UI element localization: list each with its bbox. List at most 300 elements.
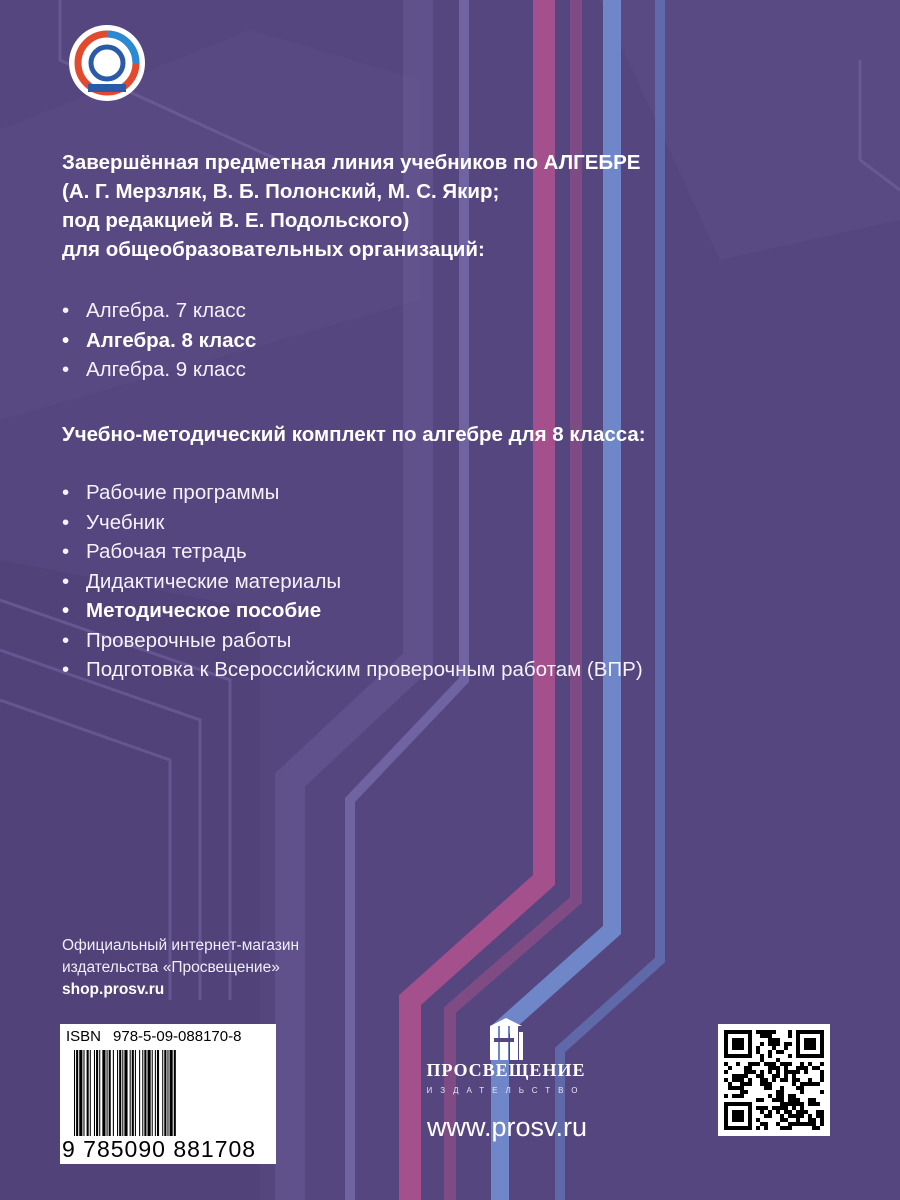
barcode-bar	[107, 1050, 108, 1136]
qr-module	[808, 1078, 812, 1082]
qr-module	[796, 1070, 800, 1074]
qr-module	[784, 1106, 788, 1110]
qr-module	[792, 1070, 796, 1074]
qr-module	[744, 1074, 748, 1078]
qr-module	[732, 1038, 744, 1050]
qr-module	[800, 1110, 804, 1114]
qr-module	[756, 1062, 760, 1066]
qr-module	[724, 1126, 752, 1130]
qr-module	[780, 1050, 784, 1054]
qr-module	[788, 1054, 792, 1058]
barcode-bar	[152, 1050, 153, 1136]
qr-module	[768, 1050, 772, 1054]
qr-module	[736, 1074, 740, 1078]
qr-module	[760, 1074, 764, 1078]
qr-code	[718, 1024, 830, 1136]
qr-module	[748, 1030, 752, 1058]
barcode-bar	[119, 1050, 121, 1136]
qr-module	[744, 1070, 748, 1074]
qr-module	[724, 1102, 752, 1106]
barcode-bar	[94, 1050, 95, 1136]
qr-module	[768, 1038, 772, 1042]
publisher-subtitle: ИЗДАТЕЛЬСТВО	[426, 1086, 586, 1095]
qr-module	[760, 1042, 764, 1046]
barcode-bar	[102, 1050, 105, 1136]
isbn-number: 978-5-09-088170-8	[113, 1028, 242, 1045]
publisher-website: www.prosv.ru	[426, 1112, 588, 1142]
qr-module	[800, 1122, 804, 1126]
qr-module	[780, 1078, 784, 1082]
list-item-label: Рабочая тетрадь	[86, 540, 247, 563]
qr-module	[820, 1122, 824, 1126]
qr-module	[764, 1126, 768, 1130]
qr-module	[796, 1030, 824, 1034]
qr-module	[768, 1094, 772, 1098]
qr-module	[732, 1078, 736, 1082]
qr-module	[800, 1082, 804, 1086]
barcode-bar	[148, 1050, 151, 1136]
qr-module	[812, 1122, 816, 1126]
qr-module	[760, 1070, 764, 1074]
qr-module	[748, 1066, 752, 1070]
qr-module	[804, 1070, 808, 1074]
barcode-bar	[117, 1050, 118, 1136]
barcode-bar	[90, 1050, 91, 1136]
qr-module	[784, 1046, 788, 1050]
intro-line: под редакцией В. Е. Подольского)	[62, 209, 410, 232]
barcode-bar	[109, 1050, 111, 1136]
list-item-label: Алгебра. 7 класс	[86, 299, 246, 322]
qr-module	[804, 1066, 808, 1070]
isbn-label: ISBN	[66, 1028, 102, 1045]
barcode-bar	[87, 1050, 89, 1136]
bullet-icon: •	[62, 510, 70, 534]
qr-module	[760, 1082, 764, 1086]
qr-module	[748, 1078, 752, 1082]
qr-module	[784, 1042, 788, 1046]
qr-module	[736, 1094, 740, 1098]
barcode-bars	[74, 1050, 272, 1136]
qr-module	[764, 1082, 768, 1086]
qr-module	[724, 1094, 728, 1098]
list-item-label: Методическое пособие	[86, 599, 322, 622]
list-item	[62, 596, 643, 626]
qr-module	[776, 1070, 780, 1074]
barcode-bar	[83, 1050, 84, 1136]
list-item-label: Учебник	[86, 510, 165, 534]
qr-module	[808, 1082, 812, 1086]
qr-module	[820, 1030, 824, 1058]
qr-module	[748, 1082, 752, 1086]
qr-module	[772, 1106, 776, 1110]
qr-module	[808, 1114, 812, 1118]
qr-module	[808, 1098, 812, 1102]
series-description	[62, 148, 862, 264]
kit-heading: Учебно-методический комплект по алгебре для 8 класса:	[62, 423, 646, 446]
qr-module	[752, 1070, 756, 1074]
qr-module	[776, 1042, 780, 1046]
qr-module	[764, 1078, 768, 1082]
qr-module	[768, 1062, 772, 1066]
qr-module	[724, 1078, 728, 1082]
barcode-bar	[99, 1050, 100, 1136]
qr-module	[780, 1114, 784, 1118]
qr-module	[780, 1118, 784, 1122]
qr-module	[776, 1098, 780, 1102]
qr-module	[792, 1102, 796, 1106]
qr-module	[768, 1070, 772, 1074]
qr-module	[812, 1098, 816, 1102]
barcode-bar	[155, 1050, 156, 1136]
qr-module	[760, 1034, 764, 1038]
qr-module	[796, 1078, 800, 1082]
list-item-label: Проверочные работы	[86, 628, 292, 652]
bullet-icon: •	[62, 599, 70, 622]
qr-module	[768, 1086, 772, 1090]
qr-module	[724, 1030, 752, 1034]
qr-module	[776, 1094, 780, 1098]
barcode-bar	[164, 1050, 166, 1136]
circular-emblem-icon	[66, 22, 148, 104]
qr-module	[740, 1074, 744, 1078]
list-item-label: Рабочие программы	[86, 481, 280, 504]
qr-module	[728, 1086, 732, 1090]
qr-module	[780, 1086, 784, 1090]
qr-module	[768, 1066, 772, 1070]
qr-module	[736, 1078, 740, 1082]
kit-list	[62, 478, 643, 685]
barcode-bar	[135, 1050, 136, 1136]
barcode-bar	[96, 1050, 98, 1136]
bullet-icon: •	[62, 540, 70, 563]
qr-module	[776, 1110, 780, 1114]
qr-module	[724, 1070, 728, 1074]
qr-module	[784, 1062, 788, 1066]
qr-module	[756, 1046, 760, 1050]
qr-module	[812, 1102, 816, 1106]
qr-module	[764, 1062, 768, 1066]
qr-module	[764, 1106, 768, 1110]
qr-module	[784, 1066, 788, 1070]
qr-module	[780, 1102, 784, 1106]
qr-module	[732, 1110, 744, 1122]
barcode-digits: 9 785090 881708	[62, 1136, 257, 1162]
qr-module	[760, 1122, 764, 1126]
barcode-bar	[170, 1050, 173, 1136]
qr-module	[780, 1062, 784, 1066]
qr-module	[772, 1078, 776, 1082]
qr-module	[760, 1098, 764, 1102]
qr-module	[796, 1110, 800, 1114]
qr-module	[772, 1030, 776, 1034]
qr-module	[796, 1066, 800, 1070]
qr-module	[800, 1102, 804, 1106]
qr-module	[792, 1114, 796, 1118]
qr-module	[736, 1086, 740, 1090]
qr-module	[764, 1034, 768, 1038]
qr-module	[776, 1038, 780, 1042]
qr-module	[780, 1126, 784, 1130]
qr-module	[772, 1046, 776, 1050]
qr-module	[768, 1114, 772, 1118]
qr-module	[724, 1030, 728, 1058]
qr-module	[776, 1050, 780, 1054]
qr-module	[772, 1062, 776, 1066]
barcode-bar	[130, 1050, 131, 1136]
qr-module	[788, 1030, 792, 1034]
qr-module	[788, 1070, 792, 1074]
qr-module	[788, 1122, 792, 1126]
list-item	[62, 537, 643, 567]
qr-module	[808, 1122, 812, 1126]
qr-module	[804, 1038, 816, 1050]
bullet-icon: •	[62, 481, 70, 504]
qr-module	[788, 1114, 792, 1118]
qr-module	[816, 1114, 820, 1118]
barcode-bar	[144, 1050, 146, 1136]
isbn-barcode	[60, 1024, 276, 1164]
qr-module	[812, 1126, 816, 1130]
qr-module	[780, 1106, 784, 1110]
publisher-emblem-icon	[486, 1018, 526, 1062]
grade-list	[62, 296, 256, 385]
qr-module	[796, 1102, 800, 1106]
qr-module	[776, 1122, 780, 1126]
qr-module	[744, 1066, 748, 1070]
list-item-label: Алгебра. 9 класс	[86, 358, 246, 381]
qr-module	[804, 1110, 808, 1114]
barcode-bar	[122, 1050, 123, 1136]
qr-module	[784, 1118, 788, 1122]
qr-module	[760, 1106, 764, 1110]
qr-module	[796, 1098, 800, 1102]
qr-module	[788, 1126, 792, 1130]
barcode-bar	[157, 1050, 159, 1136]
qr-module	[784, 1110, 788, 1114]
qr-module	[812, 1118, 816, 1122]
qr-module	[788, 1110, 792, 1114]
qr-module	[804, 1122, 808, 1126]
qr-module	[820, 1074, 824, 1078]
list-item-label: Подготовка к Всероссийским проверочным работам (ВПР)	[86, 658, 643, 681]
qr-module	[792, 1122, 796, 1126]
barcode-bar	[167, 1050, 168, 1136]
qr-module	[764, 1114, 768, 1118]
qr-module	[724, 1054, 752, 1058]
qr-module	[756, 1074, 760, 1078]
qr-module	[776, 1106, 780, 1110]
qr-module	[820, 1078, 824, 1082]
qr-module	[756, 1106, 760, 1110]
qr-module	[820, 1070, 824, 1074]
qr-module	[760, 1030, 764, 1034]
qr-module	[784, 1078, 788, 1082]
intro-line: Завершённая предметная линия учебников по АЛГЕБРЕ	[62, 151, 641, 174]
qr-module	[796, 1086, 800, 1090]
barcode-bar	[74, 1050, 75, 1136]
qr-module	[748, 1070, 752, 1074]
qr-module	[820, 1118, 824, 1122]
qr-module	[744, 1082, 748, 1086]
qr-module	[776, 1058, 780, 1062]
qr-module	[784, 1126, 788, 1130]
qr-module	[768, 1042, 772, 1046]
qr-module	[724, 1102, 728, 1130]
qr-module	[772, 1074, 776, 1078]
bullet-icon: •	[62, 658, 70, 681]
qr-module	[748, 1062, 752, 1066]
qr-module	[780, 1094, 784, 1098]
qr-module	[768, 1110, 772, 1114]
qr-module	[812, 1066, 816, 1070]
barcode-bar	[139, 1050, 140, 1136]
qr-module	[800, 1086, 804, 1090]
qr-module	[792, 1094, 796, 1098]
qr-module	[788, 1094, 792, 1098]
qr-module	[784, 1102, 788, 1106]
qr-module	[764, 1086, 768, 1090]
barcode-bar	[162, 1050, 163, 1136]
qr-module	[744, 1090, 748, 1094]
qr-module	[772, 1038, 776, 1042]
bullet-icon: •	[62, 628, 70, 652]
qr-module	[800, 1106, 804, 1110]
qr-code-icon	[724, 1030, 824, 1130]
qr-module	[740, 1078, 744, 1082]
qr-module	[756, 1118, 760, 1122]
qr-module	[764, 1030, 768, 1034]
qr-module	[740, 1086, 744, 1090]
qr-module	[760, 1058, 764, 1062]
qr-module	[796, 1118, 800, 1122]
qr-module	[768, 1082, 772, 1086]
qr-module	[788, 1102, 792, 1106]
qr-module	[780, 1090, 784, 1094]
qr-module	[808, 1062, 812, 1066]
shop-info	[62, 935, 299, 1001]
qr-module	[800, 1114, 804, 1118]
list-item	[62, 478, 643, 508]
qr-module	[760, 1078, 764, 1082]
qr-module	[816, 1110, 820, 1114]
qr-module	[804, 1082, 808, 1086]
shop-url: shop.prosv.ru	[62, 981, 165, 998]
qr-module	[800, 1062, 804, 1066]
qr-module	[728, 1066, 732, 1070]
barcode-bar	[174, 1050, 176, 1136]
barcode-bar	[113, 1050, 114, 1136]
qr-module	[820, 1062, 824, 1066]
qr-module	[820, 1114, 824, 1118]
qr-module	[756, 1030, 760, 1034]
list-item	[62, 355, 256, 385]
qr-module	[792, 1078, 796, 1082]
intro-line: для общеобразовательных организаций:	[62, 238, 485, 261]
qr-module	[756, 1050, 760, 1054]
bullet-icon: •	[62, 569, 70, 593]
qr-module	[724, 1062, 728, 1066]
list-item	[62, 626, 643, 656]
qr-module	[732, 1074, 736, 1078]
qr-module	[788, 1062, 792, 1066]
publisher-name: ПРОСВЕЩЕНИЕ	[426, 1060, 586, 1080]
qr-module	[796, 1054, 824, 1058]
qr-module	[748, 1102, 752, 1130]
qr-module	[788, 1098, 792, 1102]
qr-module	[732, 1086, 736, 1090]
list-item-label: Дидактические материалы	[86, 569, 342, 593]
qr-module	[788, 1042, 792, 1046]
barcode-bar	[79, 1050, 82, 1136]
qr-module	[768, 1030, 772, 1034]
qr-module	[820, 1110, 824, 1114]
qr-module	[756, 1098, 760, 1102]
list-item-label: Алгебра. 8 класс	[86, 328, 257, 352]
qr-module	[752, 1062, 756, 1066]
qr-module	[820, 1090, 824, 1094]
qr-module	[764, 1122, 768, 1126]
qr-module	[808, 1118, 812, 1122]
qr-module	[816, 1066, 820, 1070]
list-item	[62, 296, 256, 326]
bullet-icon: •	[62, 299, 70, 322]
qr-module	[736, 1062, 740, 1066]
qr-module	[784, 1070, 788, 1074]
qr-module	[780, 1098, 784, 1102]
qr-module	[796, 1030, 800, 1058]
qr-module	[760, 1054, 764, 1058]
qr-module	[760, 1110, 764, 1114]
list-item	[62, 655, 643, 685]
qr-module	[788, 1034, 792, 1038]
qr-module	[792, 1098, 796, 1102]
qr-module	[796, 1114, 800, 1118]
qr-module	[776, 1066, 780, 1070]
bullet-icon: •	[62, 358, 70, 381]
qr-module	[792, 1074, 796, 1078]
qr-module	[740, 1082, 744, 1086]
qr-module	[732, 1094, 736, 1098]
qr-module	[756, 1126, 760, 1130]
barcode-bar	[76, 1050, 78, 1136]
qr-module	[776, 1074, 780, 1078]
qr-module	[740, 1094, 744, 1098]
barcode-bar	[124, 1050, 127, 1136]
qr-module	[772, 1066, 776, 1070]
qr-module	[768, 1034, 772, 1038]
qr-module	[768, 1054, 772, 1058]
qr-module	[816, 1126, 820, 1130]
bullet-icon: •	[62, 328, 70, 352]
qr-module	[792, 1082, 796, 1086]
qr-module	[784, 1074, 788, 1078]
shop-line: Официальный интернет-магазин	[62, 937, 300, 954]
qr-module	[808, 1102, 812, 1106]
barcode-bar	[142, 1050, 143, 1136]
qr-module	[816, 1102, 820, 1106]
qr-module	[816, 1082, 820, 1086]
qr-module	[728, 1082, 732, 1086]
qr-module	[800, 1066, 804, 1070]
qr-module	[792, 1106, 796, 1110]
qr-module	[772, 1098, 776, 1102]
qr-module	[740, 1090, 744, 1094]
qr-module	[776, 1090, 780, 1094]
qr-module	[812, 1082, 816, 1086]
list-item	[62, 567, 643, 597]
list-item	[62, 326, 256, 356]
isbn-line	[66, 1028, 270, 1045]
